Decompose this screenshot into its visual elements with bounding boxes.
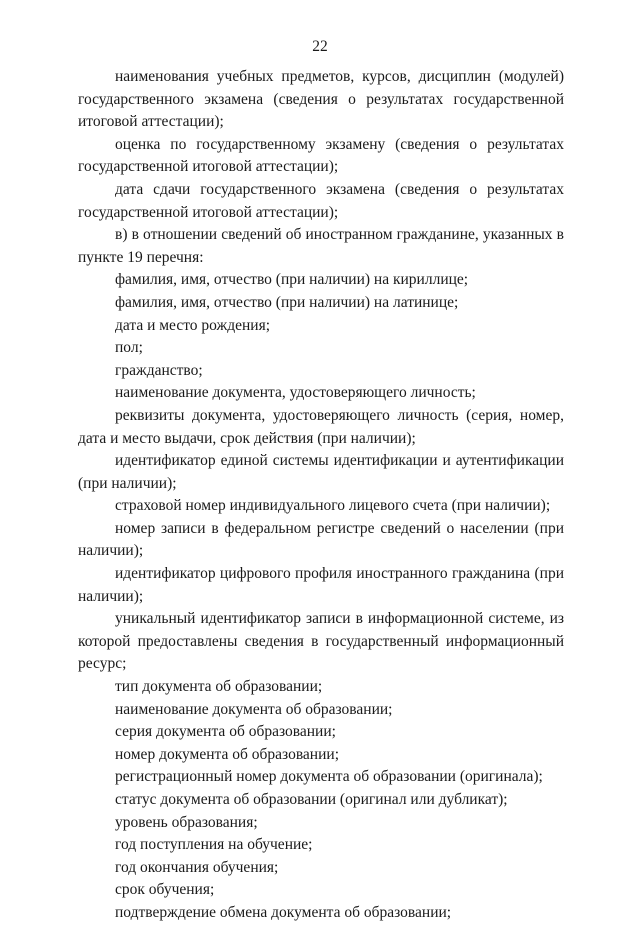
document-body (78, 66, 564, 925)
paragraph: дата и место рождения; (115, 316, 271, 334)
paragraph: фамилия, имя, отчество (при наличии) на кириллице; (115, 271, 469, 289)
paragraph: гражданство; (115, 361, 203, 379)
paragraph: год поступления на обучение; (115, 836, 313, 854)
paragraph: номер документа об образовании; (115, 745, 340, 763)
paragraph: уровень образования; (115, 813, 258, 831)
paragraph: регистрационный номер документа об образовании (оригинала); (115, 768, 543, 786)
paragraph: дата сдачи государственного экзамена (сведения о результатах государственной итоговой аттестации); (78, 180, 564, 221)
paragraph: тип документа об образовании; (115, 678, 323, 696)
paragraph: подтверждение обмена документа об образовании; (115, 903, 452, 921)
paragraph: страховой номер индивидуального лицевого счета (при наличии); (115, 497, 551, 515)
paragraph: идентификатор единой системы идентификации и аутентификации (при наличии); (78, 452, 564, 492)
paragraph: наименования учебных предметов, курсов, дисциплин (модулей) государственного экзамена (сведения о результатах государственной итоговой аттестации); (78, 68, 564, 131)
paragraph: пол; (115, 339, 143, 357)
paragraph: идентификатор цифрового профиля иностранного гражданина (при наличии); (78, 565, 564, 605)
paragraph: оценка по государственному экзамену (сведения о результатах государственной итоговой аттестации); (78, 135, 564, 176)
paragraph: год окончания обучения; (115, 858, 279, 876)
paragraph: номер записи в федеральном регистре сведений о населении (при наличии); (78, 519, 564, 560)
paragraph: фамилия, имя, отчество (при наличии) на латинице; (115, 293, 459, 311)
page-number: 22 (312, 38, 328, 55)
paragraph: в) в отношении сведений об иностранном гражданине, указанных в пункте 19 перечня: (78, 226, 564, 266)
paragraph: срок обучения; (115, 881, 215, 899)
paragraph: уникальный идентификатор записи в информационной системе, из которой предоставлены сведения в государственный информационный ресурс; (78, 610, 564, 673)
paragraph: серия документа об образовании; (115, 723, 336, 741)
paragraph: наименование документа, удостоверяющего личность; (115, 384, 476, 402)
paragraph: статус документа об образовании (оригинал или дубликат); (115, 791, 508, 808)
paragraph: реквизиты документа, удостоверяющего личность (серия, номер, дата и место выдачи, срок действия (при наличии); (78, 406, 564, 447)
paragraph: наименование документа об образовании; (115, 700, 393, 718)
